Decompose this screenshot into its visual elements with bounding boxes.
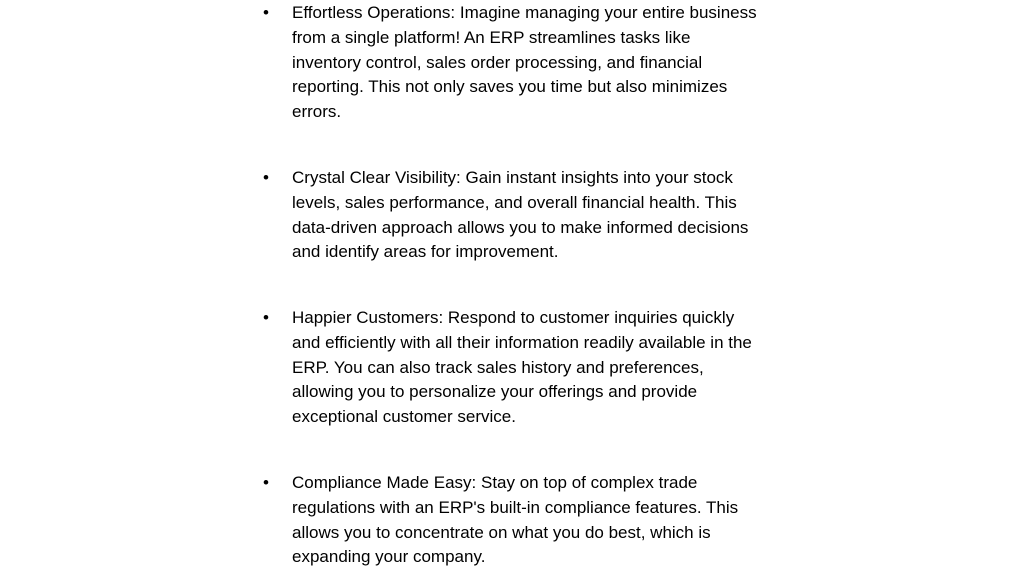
bullet-text: Compliance Made Easy: Stay on top of complex trade regulations with an ERP's built-in compliance features. This allows you to concentrate on what you do best, which is expanding your company. (292, 473, 739, 567)
bullet-point-icon: • (263, 473, 269, 492)
bullet-point-icon: • (263, 308, 269, 327)
bullet-point-icon: • (263, 3, 269, 22)
bullet-text: Crystal Clear Visibility: Gain instant insights into your stock levels, sales performance, and overall financial health. This data-driven approach allows you to make informed decisions and identify areas for improvement. (292, 168, 749, 262)
bullet-text: Happier Customers: Respond to customer inquiries quickly and efficiently with all their information readily available in the ERP. You can also track sales history and preferences, allowing you to personalize your offerings and provide exceptional customer service. (292, 308, 752, 427)
bullet-text: Effortless Operations: Imagine managing your entire business from a single platform! An ERP streamlines tasks like inventory control, sales order processing, and financial reporting. This not only saves you time but also minimizes errors. (292, 3, 757, 122)
bullet-point-icon: • (263, 168, 269, 187)
